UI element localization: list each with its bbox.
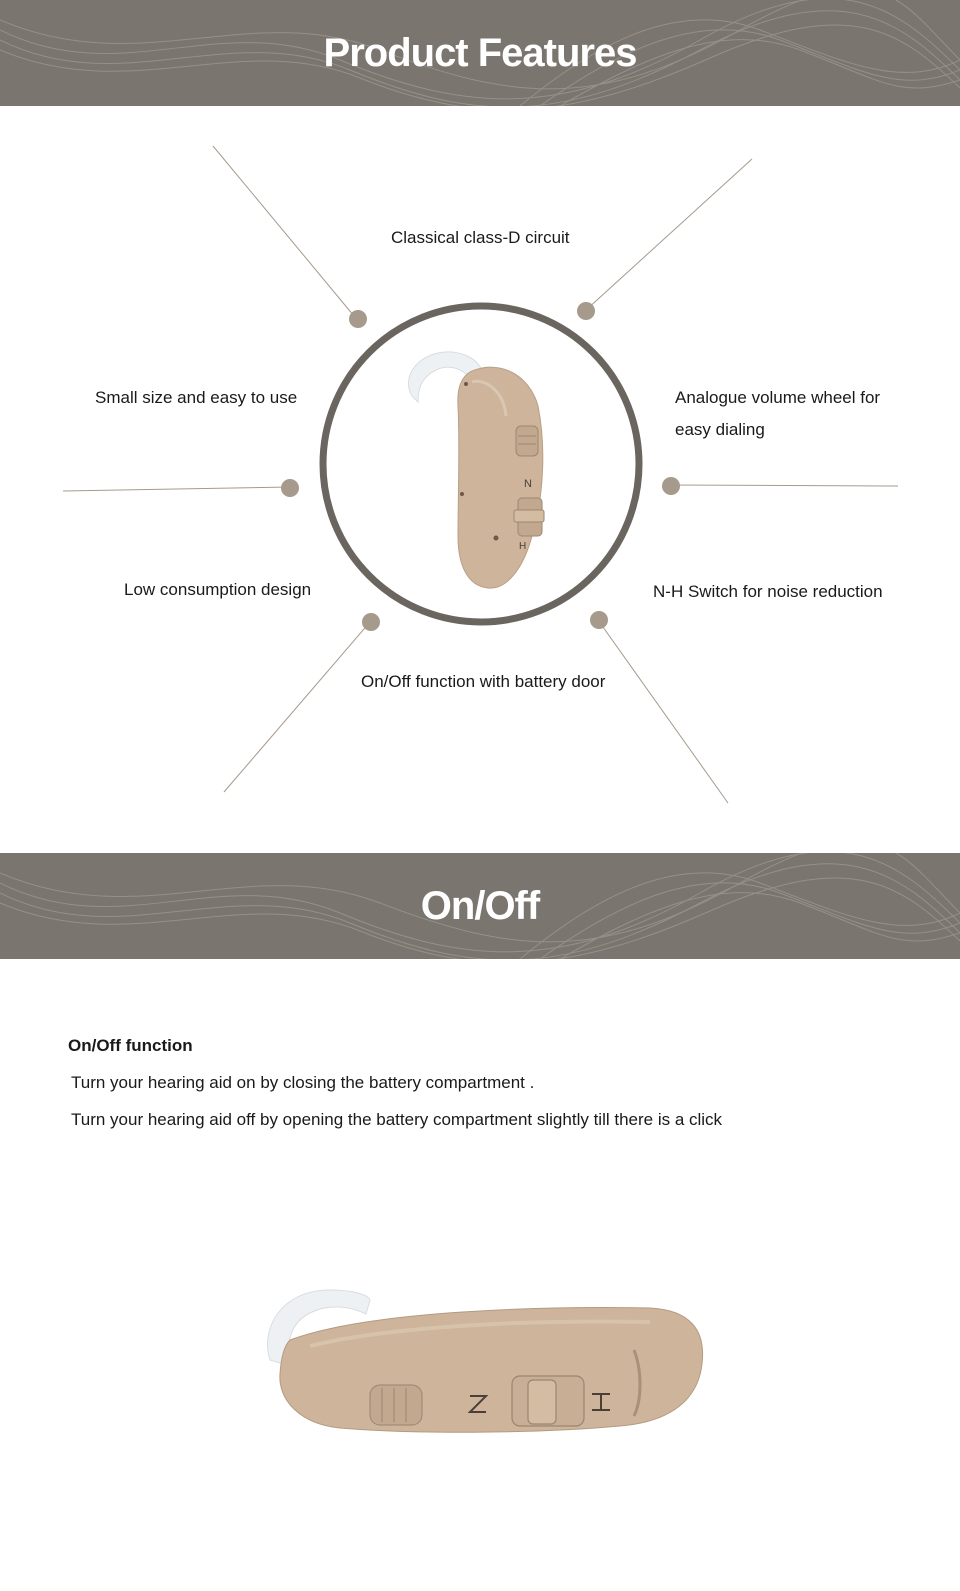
hearing-aid-side-image (250, 1270, 720, 1460)
features-banner (0, 0, 960, 106)
feature-volume-wheel: Analogue volume wheel for easy dialing (675, 388, 881, 439)
onoff-instruction-off: Turn your hearing aid off by opening the battery compartment slightly till there is a click (71, 1110, 723, 1129)
onoff-function-heading: On/Off function (68, 1036, 193, 1055)
pointer-line-bottom-right (598, 620, 728, 803)
pointer-dot-top-left (349, 310, 367, 328)
feature-small-size: Small size and easy to use (95, 388, 298, 407)
onoff-instruction-on: Turn your hearing aid on by closing the battery compartment . (71, 1073, 535, 1092)
pointer-line-top-right (586, 159, 752, 310)
pointer-dot-bottom-left (362, 613, 380, 631)
pointer-dot-mid-left (281, 479, 299, 497)
feature-class-d-circuit: Classical class-D circuit (391, 228, 570, 247)
onoff-title: On/Off (420, 884, 540, 928)
pointer-line-bottom-left (224, 622, 370, 792)
pointer-dot-top-right (577, 302, 595, 320)
onoff-banner (0, 853, 960, 959)
pointer-dot-mid-right (662, 477, 680, 495)
pointer-dot-bottom-right (590, 611, 608, 629)
device-h-marking: H (519, 541, 527, 552)
device-n-marking: N (524, 478, 532, 490)
feature-diagram (0, 106, 960, 853)
pointer-line-mid-left (63, 487, 290, 491)
pointer-line-mid-right (670, 485, 898, 486)
feature-nh-switch: N-H Switch for noise reduction (653, 582, 883, 601)
feature-low-consumption: Low consumption design (124, 580, 312, 599)
pointer-line-top-left (213, 146, 354, 316)
feature-onoff-battery-door: On/Off function with battery door (361, 672, 606, 691)
product-features-title: Product Features (323, 31, 637, 75)
